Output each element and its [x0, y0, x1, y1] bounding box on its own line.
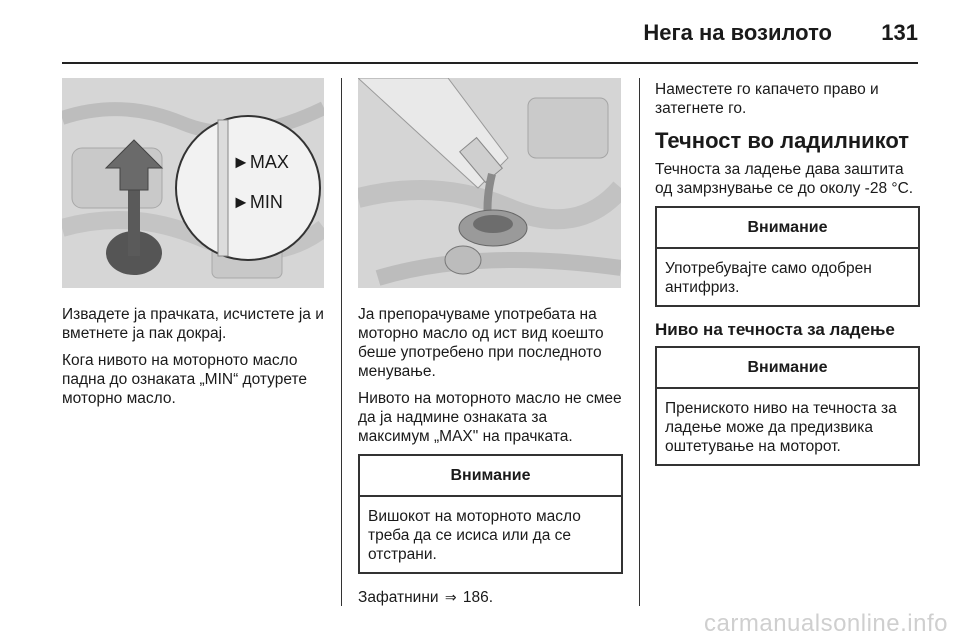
paragraph-remove-dipstick: Извадете ја прачката, исчистете ја и вметнете ја пак докрај.: [62, 306, 324, 342]
paragraph-oil-recommendation: Ја препорачуваме употребата на моторно масло од ист вид коешто беше употребено при последното менување.: [358, 306, 604, 380]
page-reference-icon: ⇒: [444, 589, 457, 605]
min-label: ►MIN: [232, 192, 283, 212]
engine-bay-drawing: [62, 78, 324, 288]
warning-body: Вишокот на моторното масло треба да се исиса или да се отстрани.: [368, 508, 581, 563]
paragraph-min-mark: Кога нивото на моторното масло падна до ознаката „MIN“ дотурете моторно масло.: [62, 352, 307, 407]
reference-link[interactable]: 186.: [462, 589, 494, 606]
watermark: carmanualsonline.info: [704, 610, 948, 637]
column-2: [358, 305, 623, 615]
pouring-oil-illustration: [358, 78, 621, 288]
dipstick-illustration: [62, 78, 324, 288]
warning-body: Прениското ниво на течноста за ладење може да предизвика оштетување на моторот.: [665, 400, 897, 455]
paragraph-freeze-protection: Течноста за ладење дава заштита од замрзнување се до околу -28 °C.: [655, 161, 914, 197]
max-label: ►MAX: [232, 152, 289, 172]
warning-title: Внимание: [657, 348, 918, 389]
warning-title: Внимание: [657, 208, 918, 249]
capacities-reference: Зафатнини ⇒ 186.: [358, 589, 494, 606]
subsection-title-coolant-level: Ниво на течноста за ладење: [655, 320, 895, 339]
header-rule: [62, 62, 918, 64]
oil-pouring-drawing: [358, 78, 621, 288]
warning-body: Употребувајте само одобрен антифриз.: [665, 260, 872, 296]
column-3: [655, 80, 920, 472]
warning-box-excess-oil: [358, 454, 623, 574]
section-title-coolant: Течност во ладилникот: [655, 128, 910, 153]
warning-box-low-coolant: [655, 346, 920, 466]
min-marker-icon: ►: [232, 192, 250, 212]
paragraph-max-mark: Нивото на моторното масло не смее да ја надмине ознаката за максимум „MAX" на прачката.: [358, 390, 622, 445]
column-divider-2: [639, 78, 640, 606]
column-divider-1: [341, 78, 342, 606]
max-marker-icon: ►: [232, 152, 250, 172]
warning-box-antifreeze: [655, 206, 920, 307]
paragraph-cap: Наместете го капачето право и затегнете го.: [655, 81, 879, 117]
column-1: [62, 305, 327, 416]
page-number: 131: [881, 20, 918, 45]
page-header-title: Нега на возилото: [643, 20, 832, 45]
warning-title: Внимание: [360, 456, 621, 497]
